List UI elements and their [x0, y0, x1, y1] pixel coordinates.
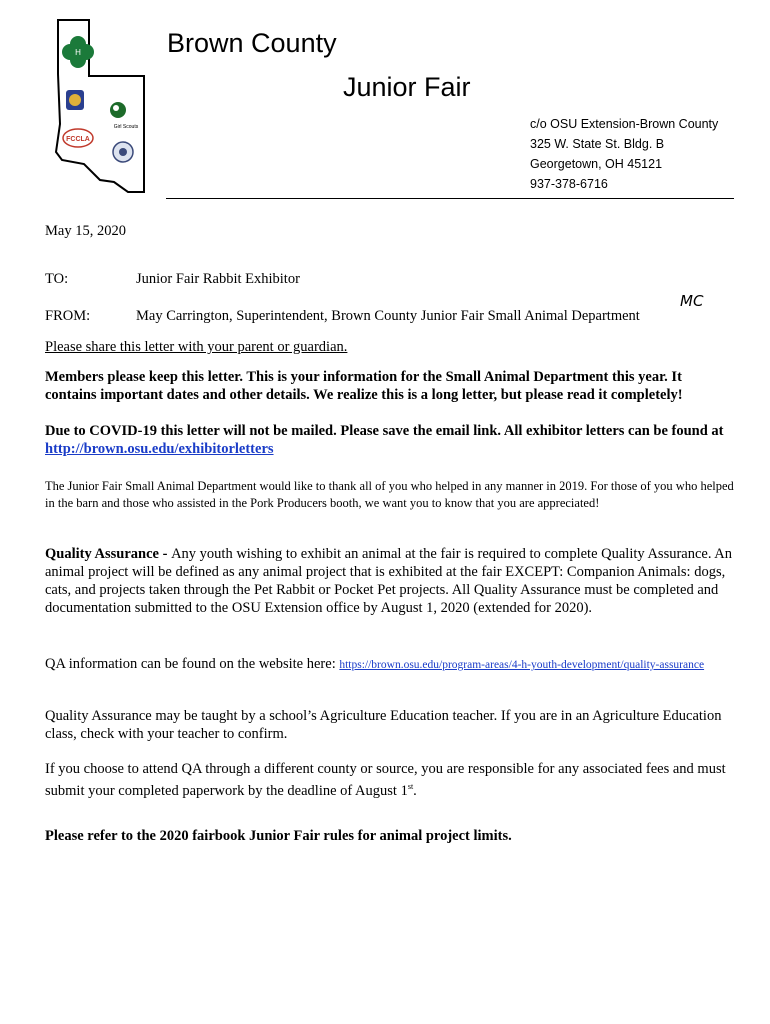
share-note: Please share this letter with your parent or guardian. [45, 339, 348, 355]
from-label: FROM: [45, 308, 91, 324]
svg-text:H: H [75, 48, 81, 57]
letter-date: May 15, 2020 [45, 223, 126, 239]
address-line: c/o OSU Extension-Brown County [530, 117, 719, 131]
qa-school-paragraph: Quality Assurance may be taught by a school’s Agriculture Education teacher. If you are in an Agriculture Education class, check with your teacher to confirm. [45, 708, 722, 742]
qa-other-suffix: . [413, 782, 417, 799]
address-phone: 937-378-6716 [530, 177, 608, 191]
qa-body: Any youth wishing to exhibit an animal at the fair is required to complete Quality Assurance. An animal project will be defined as any animal project that is exhibited at the fair EXCEPT: Companion Animals: dogs, cats, and projects taken through the Pet Rabbit or Pocket Pet projects. All Quality Assurance must be completed and documentation submitted to the OSU Extension office by August 1, 2020 (extended for 2020). [45, 546, 733, 616]
qa-other-sup: st [407, 782, 414, 791]
keep-letter-notice: Members please keep this letter. This is your information for the Small Animal Department this year. It contains important dates and other details. We realize this is a long letter, but please read it completely! [45, 369, 683, 403]
title-junior-fair: Junior Fair [343, 72, 471, 102]
fccla-label: FCCLA [66, 136, 90, 143]
qa-other-paragraph [45, 760, 735, 800]
fccla-emblem-icon [63, 129, 93, 147]
covid-notice-text: Due to COVID-19 this letter will not be mailed. Please save the email link. All exhibitor letters can be found at [45, 423, 724, 439]
from-value: May Carrington, Superintendent, Brown County Junior Fair Small Animal Department [136, 308, 640, 324]
address-line: Georgetown, OH 45121 [530, 157, 663, 171]
exhibitor-letters-link[interactable]: http://brown.osu.edu/exhibitorletters [45, 441, 274, 457]
girl-scouts-label: Girl Scouts [113, 124, 139, 130]
qa-info-paragraph [45, 655, 735, 674]
title-brown-county: Brown County [167, 28, 337, 58]
to-value: Junior Fair Rabbit Exhibitor [136, 271, 300, 287]
address-line: 325 W. State St. Bldg. B [530, 137, 665, 151]
covid-notice [45, 422, 735, 458]
to-label: TO: [45, 271, 69, 287]
brown-county-logo [44, 14, 154, 206]
girl-scouts-icon [110, 102, 139, 130]
qa-other-text: If you choose to attend QA through a different county or source, you are responsible for any associated fees and must submit your completed paperwork by the deadline of August 1 [45, 761, 726, 799]
ffa-emblem-icon [66, 90, 84, 110]
fairbook-note: Please refer to the 2020 fairbook Junior Fair rules for animal project limits. [45, 828, 512, 844]
qa-info-text: QA information can be found on the website here: [45, 656, 340, 672]
header-divider [166, 198, 734, 199]
thanks-paragraph: The Junior Fair Small Animal Department would like to thank all of you who helped in any manner in 2019. For those of you who helped in the barn and those who assisted in the Pork Producers booth, we want you to know that you are appreciated! [45, 479, 734, 510]
county-seal-icon [113, 142, 133, 162]
handwritten-initials: MC [680, 292, 704, 310]
qa-website-link[interactable]: https://brown.osu.edu/program-areas/4-h-youth-development/quality-assurance [339, 659, 705, 671]
qa-paragraph [45, 545, 735, 617]
qa-heading: Quality Assurance - [45, 546, 172, 562]
